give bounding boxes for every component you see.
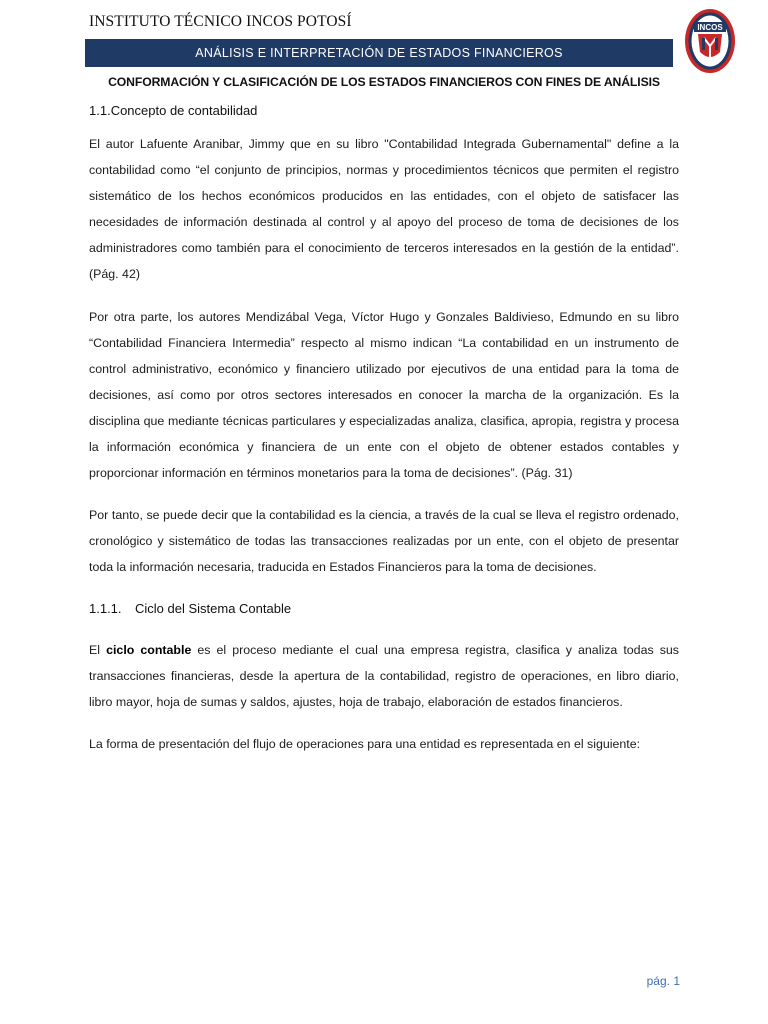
course-title: ANÁLISIS E INTERPRETACIÓN DE ESTADOS FINANCIEROS	[195, 46, 563, 60]
paragraph-2: Por otra parte, los autores Mendizábal Vega, Víctor Hugo y Gonzales Baldivieso, Edmundo en su libro “Contabilidad Financiera Intermedia” respecto al mismo indican “La contabilidad en un instrumento de control administrativo, económico y financiero utilizado por ejecutivos de una entidad para la toma de decisiones, así como por otros sectores interesados en conocer la marcha de la organización. Es la disciplina que mediante técnicas particulares y especializadas analiza, clasifica, apropia, registra y procesa la información económica y financiera de un ente con el objeto de obtener estados contables y proporcionar información en términos monetarios para la toma de decisiones”. (Pág. 31)	[89, 310, 679, 480]
section-number: 1.1.	[89, 103, 111, 118]
paragraph-4	[89, 637, 679, 715]
incos-crest-logo	[684, 8, 736, 74]
section-number: 1.1.1.	[89, 601, 122, 616]
document-title: CONFORMACIÓN Y CLASIFICACIÓN DE LOS ESTADOS FINANCIEROS CON FINES DE ANÁLISIS	[108, 75, 660, 89]
logo-text: INCOS	[697, 23, 723, 32]
paragraph-1: El autor Lafuente Aranibar, Jimmy que en su libro "Contabilidad Integrada Gubernamental" define a la contabilidad como “el conjunto de principios, normas y procedimientos técnicos que permiten el registro sistemático de los hechos económicos producidos en las entidades, con el objeto de satisfacer las necesidades de información destinada al control y al apoyo del proceso de toma de decisiones de los administradores como también para el conocimiento de terceros interesados en la gestión de la entidad”. (Pág. 42)	[89, 137, 679, 281]
paragraph-5: La forma de presentación del flujo de operaciones para una entidad es representada en el siguiente:	[89, 737, 641, 751]
section-heading-1-1-1	[89, 601, 291, 616]
section-title: Concepto de contabilidad	[110, 103, 258, 118]
section-heading-1-1	[89, 103, 257, 118]
bold-term-ciclo-contable: ciclo contable	[106, 643, 192, 657]
paragraph-4-lead: El	[89, 643, 101, 657]
course-title-band	[85, 39, 673, 67]
section-title: Ciclo del Sistema Contable	[135, 601, 292, 616]
paragraph-4-rest: es el proceso mediante el cual una empresa registra, clasifica y analiza todas sus transacciones financieras, desde la apertura de la contabilidad, registro de operaciones, en libro diario, libro mayor, hoja de sumas y saldos, ajustes, hoja de trabajo, elaboración de estados financieros.	[89, 643, 679, 709]
institution-name: INSTITUTO TÉCNICO INCOS POTOSÍ	[89, 13, 352, 30]
page-number: pág. 1	[646, 974, 680, 988]
paragraph-3: Por tanto, se puede decir que la contabilidad es la ciencia, a través de la cual se lleva el registro ordenado, cronológico y sistemático de todas las transacciones realizadas por un ente, con el objeto de presentar toda la información necesaria, traducida en Estados Financieros para la toma de decisiones.	[89, 508, 679, 574]
